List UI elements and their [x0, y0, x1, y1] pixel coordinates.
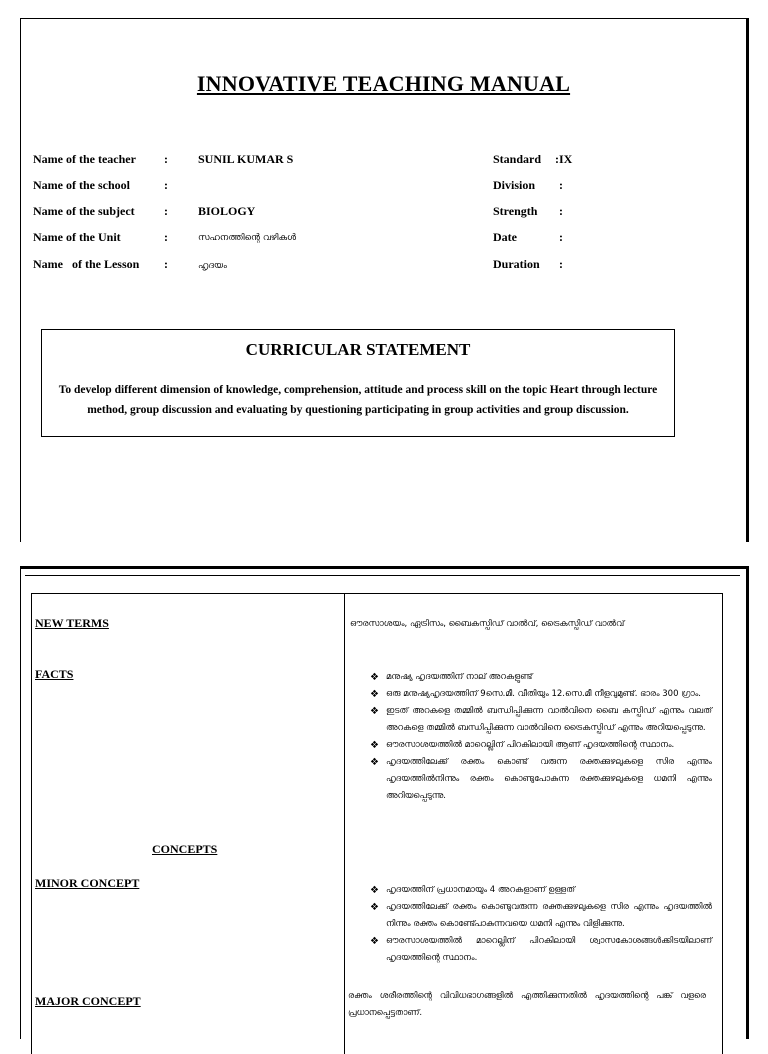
- bullet-icon: ❖: [370, 885, 379, 896]
- teacher-sep: :: [164, 152, 168, 166]
- bullet-icon: ❖: [370, 689, 379, 700]
- facts-label: FACTS: [35, 667, 74, 681]
- standard-label: Standard: [493, 152, 542, 166]
- fact-item: ❖ ഹൃദയത്തിലേക്ക് രക്തം കൊണ്ട് വരുന്ന രക്തക്കുഴലുകളെ സിര എന്നും ഹൃദയത്തിൽനിന്നും രക്തം കൊണ്ടുപോകുന്ന രക്തക്കുഴലുകളെ ധമനി എന്നും അറിയപ്പെടുന്നു.: [350, 754, 716, 805]
- bullet-icon: ❖: [370, 740, 379, 751]
- unit-label: Name of the Unit: [33, 230, 121, 244]
- teacher-label: Name of the teacher: [33, 152, 136, 166]
- new-terms-value: ഔരസാശയം, ഏട്രിസം, ബൈകസ്പിഡ് വാൽവ്, ട്രൈകസ്പിഡ് വാൽവ്: [350, 619, 625, 629]
- column-divider: [344, 594, 345, 1054]
- division-sep: :: [559, 178, 563, 192]
- school-sep: :: [164, 178, 168, 192]
- lesson-sep: :: [164, 257, 168, 271]
- duration-label: Duration: [493, 257, 540, 271]
- major-concept-label: MAJOR CONCEPT: [35, 994, 141, 1008]
- curricular-statement-box: [41, 329, 675, 437]
- date-sep: :: [559, 230, 563, 244]
- lesson-value: ഹൃദയം: [198, 261, 227, 271]
- minor-concept-label: MINOR CONCEPT: [35, 876, 140, 890]
- minor-concept-list: [350, 882, 716, 967]
- minor-concept-item: ❖ ഹൃദയത്തിലേക്ക് രക്തം കൊണ്ടുവരുന്ന രക്തക്കുഴലുകളെ സിര എന്നും ഹൃദയത്തിൽ നിന്നും രക്തം കൊണ്ട്പോകുന്നവയെ ധമനി എന്നും വിളിക്കുന്നു.: [350, 899, 716, 933]
- school-label: Name of the school: [33, 178, 130, 192]
- lesson-label: Name of the Lesson: [33, 257, 140, 271]
- date-label: Date: [493, 230, 517, 244]
- manual-page-1: [20, 18, 749, 543]
- subject-sep: :: [164, 204, 168, 218]
- division-label: Division: [493, 178, 536, 192]
- standard-value: :IX: [555, 152, 573, 166]
- bullet-icon: ❖: [370, 757, 379, 768]
- new-terms-label: NEW TERMS: [35, 616, 109, 630]
- minor-concept-item: ❖ ഹൃദയത്തിന് പ്രധാനമായും 4 അറകളാണ് ഉള്ളത്: [350, 882, 716, 899]
- unit-value: സഹനത്തിന്റെ വഴികൾ: [198, 233, 297, 243]
- strength-sep: :: [559, 204, 563, 218]
- minor-concept-item: ❖ ഔരസാശയത്തിൽ മാറെല്ലിന് പിറകിലായി ശ്വാസകോശങ്ങൾക്കിടയിലാണ് ഹൃദയത്തിന്റെ സ്ഥാനം.: [350, 933, 716, 967]
- teacher-value: SUNIL KUMAR S: [198, 152, 294, 166]
- bullet-icon: ❖: [370, 706, 379, 717]
- page-border-inner: [25, 575, 740, 576]
- strength-label: Strength: [493, 204, 538, 218]
- subject-label: Name of the subject: [33, 204, 135, 218]
- manual-page-2: [20, 566, 749, 1039]
- facts-list: [350, 669, 716, 805]
- page-title: INNOVATIVE TEACHING MANUAL: [196, 71, 571, 96]
- duration-sep: :: [559, 257, 563, 271]
- major-concept-value: രക്തം ശരീരത്തിന്റെ വിവിധഭാഗങ്ങളിൽ എത്തിക്കുന്നതിൽ ഹൃദയത്തിന്റെ പങ്ക് വളരെ പ്രധാനപ്പെട്ടതാണ്.: [348, 991, 706, 1018]
- page-gap: [0, 542, 768, 566]
- concepts-label: CONCEPTS: [152, 842, 218, 856]
- bullet-icon: ❖: [370, 902, 379, 913]
- fact-item: ❖ ഔരസാശയത്തിൽ മാറെല്ലിന് പിറകിലായി ആണ് ഹൃദയത്തിന്റെ സ്ഥാനം.: [350, 737, 716, 754]
- content-table: [31, 593, 723, 1054]
- fact-item: ❖ ഒരു മനുഷ്യഹൃദയത്തിന് 9സെ.മീ. വീതിയും 12.സെ.മീ നീളവുമുണ്ട്. ഭാരം 300 ഗ്രാം.: [350, 686, 716, 703]
- fact-item: ❖ ഇടത് അറകളെ തമ്മിൽ ബന്ധിപ്പിക്കുന്ന വാൽവിനെ ബൈ കസ്പിഡ് എന്നും വലത് അറകളെ തമ്മിൽ ബന്ധിപ്പിക്കുന്ന വാൽവിനെ ട്രൈകസ്പിഡ് എന്നും അറിയപ്പെടുന്നു.: [350, 703, 716, 737]
- unit-sep: :: [164, 230, 168, 244]
- curricular-text: To develop different dimension of knowledge, comprehension, attitude and process skill on the topic Heart through lecture method, group discussion and evaluating by questioning participating in group activities and group discussion.: [58, 384, 658, 416]
- subject-value: BIOLOGY: [198, 204, 256, 218]
- curricular-title: CURRICULAR STATEMENT: [245, 340, 471, 359]
- bullet-icon: ❖: [370, 672, 379, 683]
- bullet-icon: ❖: [370, 936, 379, 947]
- fact-item: ❖ മനുഷ്യ ഹൃദയത്തിന് നാല് അറകളുണ്ട്: [350, 669, 716, 686]
